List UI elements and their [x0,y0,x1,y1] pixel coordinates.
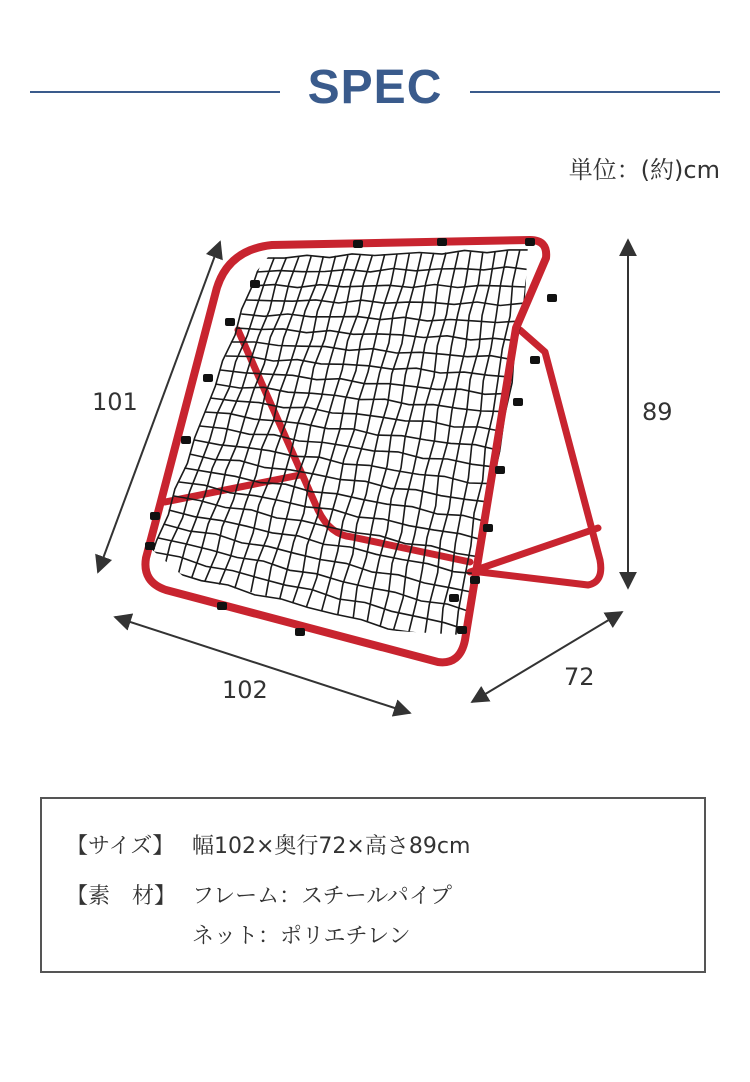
net-clip [225,318,235,326]
material-net: ネット：ポリエチレン [192,924,411,949]
net-clip [250,280,260,288]
material-frame: フレーム：スチールパイプ [192,884,453,909]
material-label: 【素 材】 [66,884,177,909]
size-value: 幅102×奥行72×高さ89cm [192,834,471,859]
net-clip [513,398,523,406]
dim-label-depth: 72 [564,663,595,691]
unit-note: 単位：(約)cm [568,156,720,184]
net-clip [470,576,480,584]
net-clip [217,602,227,610]
page-title: SPEC [307,61,443,114]
net-clip [457,626,467,634]
net-clip [525,238,535,246]
net-clip [437,238,447,246]
size-label: 【サイズ】 [66,834,175,859]
net-clip [150,512,160,520]
net-clip [181,436,191,444]
net-clip [295,628,305,636]
net-clip [353,240,363,248]
net-clip [449,594,459,602]
rebounder-illustration [0,200,750,740]
net-clip [530,356,540,364]
dim-arrow-depth [472,612,622,702]
dim-label-width: 102 [222,676,268,704]
net-clip [145,542,155,550]
dim-label-left: 101 [92,388,138,416]
net-clip [547,294,557,302]
net-clip [495,466,505,474]
net-clip [203,374,213,382]
spec-box [40,797,706,973]
dim-label-height: 89 [642,398,673,426]
net-clip [483,524,493,532]
